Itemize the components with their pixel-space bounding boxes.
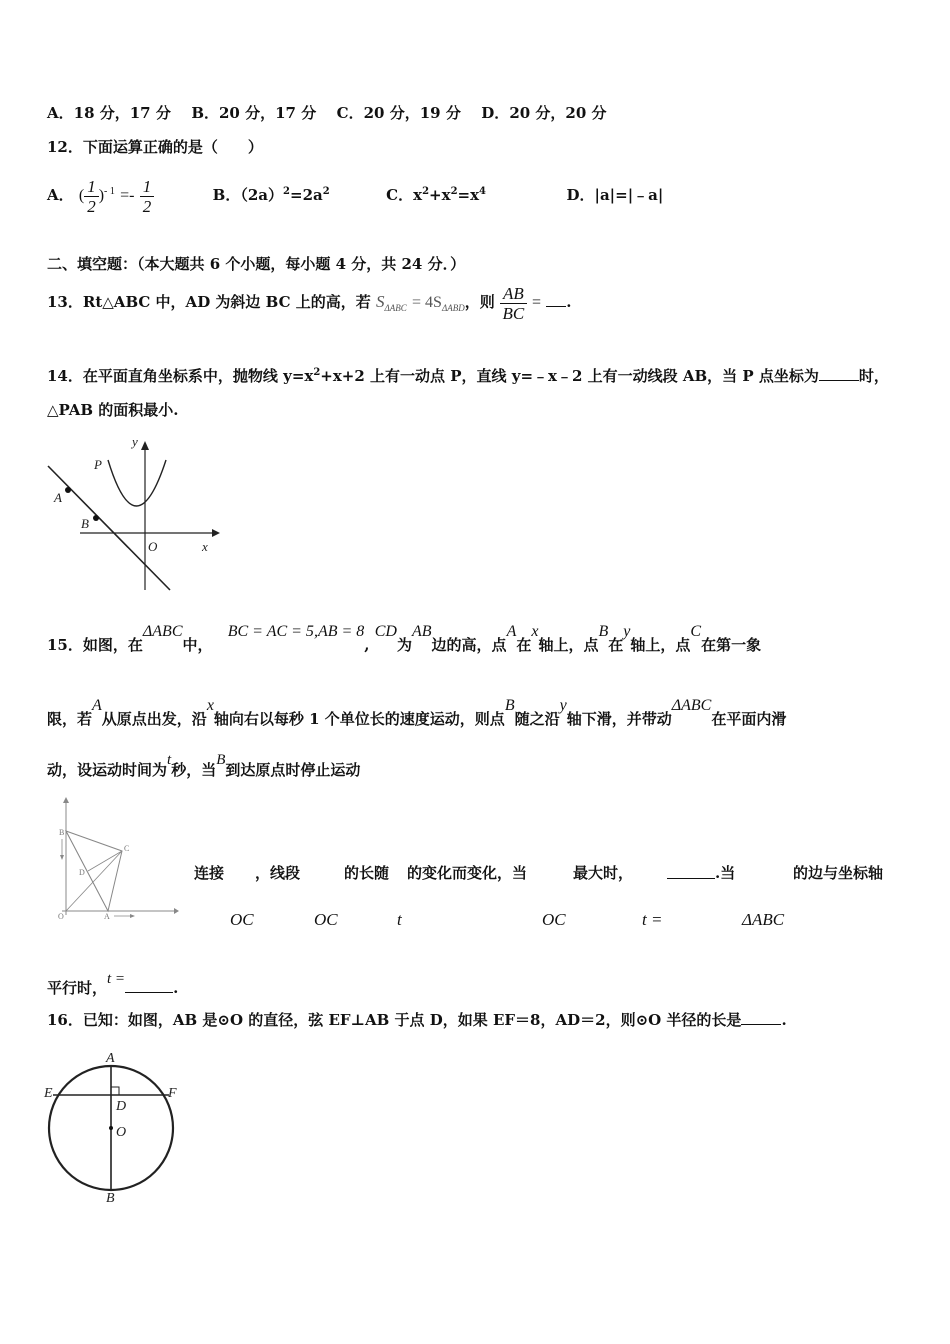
q15-oc bbox=[66, 851, 122, 911]
q12-b-eq: =2a bbox=[290, 186, 323, 204]
q12-a-lparen: ( bbox=[78, 187, 85, 204]
q14-line1 bbox=[47, 363, 889, 386]
q14-label-p: P bbox=[94, 457, 102, 472]
q16-label-a: A bbox=[106, 1051, 115, 1066]
q14-point-b bbox=[93, 515, 99, 521]
q15-label-b: B bbox=[59, 828, 65, 837]
q13-frac-den: BC bbox=[502, 303, 525, 323]
q15-text-6: 在 bbox=[516, 636, 532, 654]
q15-l3-text-c: 到达原点时停止运动 bbox=[225, 761, 361, 779]
q13-s1: S bbox=[376, 292, 385, 311]
q15-l6-text: 平行时， bbox=[47, 979, 108, 997]
q12-a-rhs-fraction bbox=[140, 177, 155, 216]
q15-l2-math-3: B bbox=[504, 697, 515, 714]
q15-l3-math-2: B bbox=[216, 752, 226, 768]
q15-l4-text-b: ，线段 bbox=[255, 864, 301, 882]
q14-x-arrow-icon bbox=[212, 529, 220, 537]
q16-right-angle-icon bbox=[111, 1087, 119, 1095]
q11-option-b: 20 分，17 分 bbox=[219, 104, 317, 122]
q11-option-d-label: D． bbox=[481, 104, 510, 122]
q15-l5-math-4: OC bbox=[542, 910, 566, 929]
q15-label-a: A bbox=[104, 912, 110, 920]
q12-a-rhs-den: 2 bbox=[142, 196, 152, 216]
q15-ab bbox=[66, 831, 108, 911]
q11-option-a-label: A． bbox=[47, 104, 74, 122]
q12-b-base: （2a） bbox=[240, 186, 284, 204]
q15-l3-text-b: 秒，当 bbox=[171, 761, 217, 779]
q15-text-3: , bbox=[364, 636, 370, 654]
q15-l2-text-a: 限，若 bbox=[47, 710, 93, 728]
q12-a-num: 1 bbox=[84, 177, 99, 197]
q13-fraction bbox=[500, 284, 527, 323]
q13-s1-sub: ΔABC bbox=[384, 303, 407, 313]
q12-c-e2: 2 bbox=[450, 186, 458, 197]
q16-label-f: F bbox=[168, 1086, 177, 1101]
q15-l2-math-1: A bbox=[92, 697, 102, 714]
q15-y-arrow-icon bbox=[63, 797, 69, 803]
q14-answer-blank[interactable] bbox=[819, 366, 859, 381]
q15-text-9: 轴上，点 bbox=[630, 636, 691, 654]
q15-l2-math-4: y bbox=[559, 697, 567, 714]
q12-a-rparen: ) bbox=[98, 187, 105, 204]
q14-label-o: O bbox=[148, 539, 158, 554]
q15-l2-text-e: 轴下滑，并带动 bbox=[566, 710, 672, 728]
q13-eq: = 4S bbox=[412, 294, 442, 311]
q14-label-b: B bbox=[81, 516, 89, 531]
q15-math-9: y bbox=[623, 623, 631, 640]
q15-math-3: ,AB = 8 bbox=[313, 623, 365, 640]
q15-text-7: 轴上，点 bbox=[538, 636, 599, 654]
q12-c-e3: 4 bbox=[479, 186, 487, 197]
q14-parabola bbox=[108, 460, 166, 506]
q14-label-y: y bbox=[132, 434, 138, 449]
q13-frac-eq: = bbox=[532, 294, 542, 311]
q12-c-eq: =x bbox=[457, 186, 480, 204]
q15-text-1: 15．如图，在 bbox=[47, 636, 143, 654]
q13-end: . bbox=[566, 293, 572, 311]
q16-label-b: B bbox=[106, 1191, 115, 1206]
q11-option-c: 20 分，19 分 bbox=[363, 104, 461, 122]
q15-line3 bbox=[47, 748, 360, 782]
q15-right-arrow-icon bbox=[130, 914, 135, 918]
q15-math-7: x bbox=[531, 623, 539, 640]
q14-text-1: 14．在平面直角坐标系中，抛物线 y=x bbox=[47, 367, 314, 385]
q15-triangle bbox=[66, 831, 122, 911]
q15-l2-math-5: ΔABC bbox=[671, 697, 712, 714]
q15-l6-math: t = bbox=[107, 971, 126, 987]
q12-a-exp: - 1 bbox=[104, 186, 115, 197]
q15-l2-text-f: 在平面内滑 bbox=[711, 710, 787, 728]
q12-option-d: |a|=|﹣a| bbox=[594, 186, 664, 204]
q11-option-c-label: C． bbox=[336, 104, 364, 122]
q16-end: . bbox=[781, 1011, 787, 1029]
section-title: 二、填空题：（本大题共 6 个小题，每小题 4 分，共 24 分．） bbox=[47, 255, 466, 273]
q14-line2: △PAB 的面积最小. bbox=[47, 401, 179, 419]
q12-options bbox=[47, 170, 663, 214]
q13-line bbox=[47, 280, 572, 324]
q14-text-3: 时， bbox=[858, 367, 889, 385]
q15-text-8: 在 bbox=[608, 636, 624, 654]
q15-l2-math-2: x bbox=[206, 697, 214, 714]
q15-l5-math-6: ΔABC bbox=[742, 910, 785, 929]
q15-l4-text-g: 的边与坐标轴 bbox=[793, 864, 884, 882]
q15-label-o: O bbox=[58, 912, 64, 920]
q15-l6-end: . bbox=[173, 979, 179, 997]
q15-l5-math-2: OC bbox=[314, 910, 338, 929]
q12-b-exp: 2 bbox=[283, 186, 290, 197]
q15-math-8: B bbox=[598, 623, 609, 640]
q14-label-a: A bbox=[54, 490, 62, 505]
q12-option-b-label: B． bbox=[212, 186, 241, 204]
q15-line6 bbox=[47, 968, 178, 998]
q15-l2-text-c: 轴向右以每秒 1 个单位长的速度运动，则点 bbox=[213, 710, 505, 728]
q12-a-den: 2 bbox=[87, 196, 96, 216]
q15-label-d: D bbox=[79, 868, 85, 877]
q13-answer-blank[interactable] bbox=[546, 292, 566, 307]
q15-line1 bbox=[47, 618, 761, 662]
q14-line bbox=[48, 466, 170, 590]
q13-text: 13．Rt△ABC 中，AD 为斜边 BC 上的高，若 bbox=[47, 293, 371, 311]
q15-math-5: AB bbox=[412, 623, 432, 640]
q12-c-e1: 2 bbox=[422, 186, 430, 197]
q16-label-e: E bbox=[44, 1086, 53, 1101]
q12-a-fraction bbox=[84, 177, 99, 216]
q12-stem: 12．下面运算正确的是（ ） bbox=[47, 138, 263, 156]
q15-l5-math-1: OC bbox=[230, 910, 254, 929]
q15-l4-text-e: 最大时， bbox=[573, 864, 634, 882]
q12-a-eq: =- bbox=[120, 187, 135, 204]
q15-math-4: CD bbox=[374, 623, 397, 640]
q15-line2 bbox=[47, 692, 786, 736]
q15-l3-text-a: 动，设运动时间为 bbox=[47, 761, 168, 779]
q15-l5-math-5: t = bbox=[642, 910, 663, 929]
q14-text-2: +x+2 上有一动点 P，直线 y=﹣x﹣2 上有一动线段 AB，当 P 点坐标为 bbox=[320, 367, 819, 385]
q15-answer-blank-2[interactable] bbox=[125, 978, 173, 993]
q12-a-rhs-num: 1 bbox=[140, 177, 155, 197]
q16-figure bbox=[40, 1048, 190, 1208]
q15-l2-text-d: 随之沿 bbox=[514, 710, 560, 728]
q11-option-b-label: B． bbox=[191, 104, 219, 122]
q11-options bbox=[47, 103, 607, 123]
q15-math-1: ΔABC bbox=[142, 623, 183, 640]
q14-label-x: x bbox=[202, 539, 208, 554]
q14-point-a bbox=[65, 487, 71, 493]
q15-text-10: 在第一象 bbox=[701, 636, 762, 654]
q15-l4-text-d: 的变化而变化，当 bbox=[407, 864, 528, 882]
q15-math-10: C bbox=[690, 623, 702, 640]
q12-option-c-label: C． bbox=[386, 186, 414, 204]
q15-l4-text-c: 的长随 bbox=[344, 864, 390, 882]
q16-label-o: O bbox=[116, 1125, 127, 1140]
q13-comma: ，则 bbox=[464, 293, 495, 311]
q15-l4-text-f: .当 bbox=[715, 864, 736, 882]
q15-answer-blank-1[interactable] bbox=[667, 864, 715, 879]
q14-y-arrow-icon bbox=[141, 441, 149, 450]
q16-label-d: D bbox=[116, 1099, 127, 1114]
q15-label-c: C bbox=[124, 844, 130, 853]
q15-math-2: BC = AC = 5 bbox=[227, 623, 314, 640]
q11-option-a: 18 分，17 分 bbox=[73, 104, 171, 122]
q15-x-arrow-icon bbox=[174, 908, 179, 914]
q15-cd bbox=[88, 851, 122, 871]
q15-math-6: A bbox=[506, 623, 517, 640]
q12-c-x1: x bbox=[413, 186, 423, 204]
q16-center-point bbox=[109, 1126, 113, 1130]
q15-l3-math-1: t bbox=[167, 752, 172, 768]
q15-l4-text-a: 连接 bbox=[194, 864, 225, 882]
q15-text-5: 边的高，点 bbox=[431, 636, 507, 654]
q11-option-d: 20 分，20 分 bbox=[509, 104, 607, 122]
q15-l2-text-b: 从原点出发，沿 bbox=[101, 710, 207, 728]
q15-l5-math-3: t bbox=[397, 910, 402, 929]
q15-figure bbox=[52, 795, 182, 920]
q16-text: 16．已知：如图，AB 是⊙O 的直径，弦 EF⊥AB 于点 D，如果 EF＝8，AD＝2，则⊙O 半径的长是 bbox=[47, 1011, 742, 1029]
q12-option-d-label: D． bbox=[566, 186, 595, 204]
q13-s2-sub: ΔABD bbox=[441, 303, 465, 313]
q12-c-plus: +x bbox=[429, 186, 451, 204]
q15-text-4: 为 bbox=[396, 636, 412, 654]
q15-text-2: 中， bbox=[182, 636, 213, 654]
q16-line bbox=[47, 1010, 787, 1030]
q14-sup: 2 bbox=[313, 367, 321, 378]
q14-figure bbox=[44, 432, 224, 597]
q12-option-a-label: A． bbox=[47, 186, 74, 204]
q13-frac-num: AB bbox=[500, 284, 527, 304]
q12-b-exp2: 2 bbox=[322, 186, 330, 197]
q16-answer-blank[interactable] bbox=[741, 1010, 781, 1025]
q15-down-arrow-icon bbox=[60, 855, 64, 860]
